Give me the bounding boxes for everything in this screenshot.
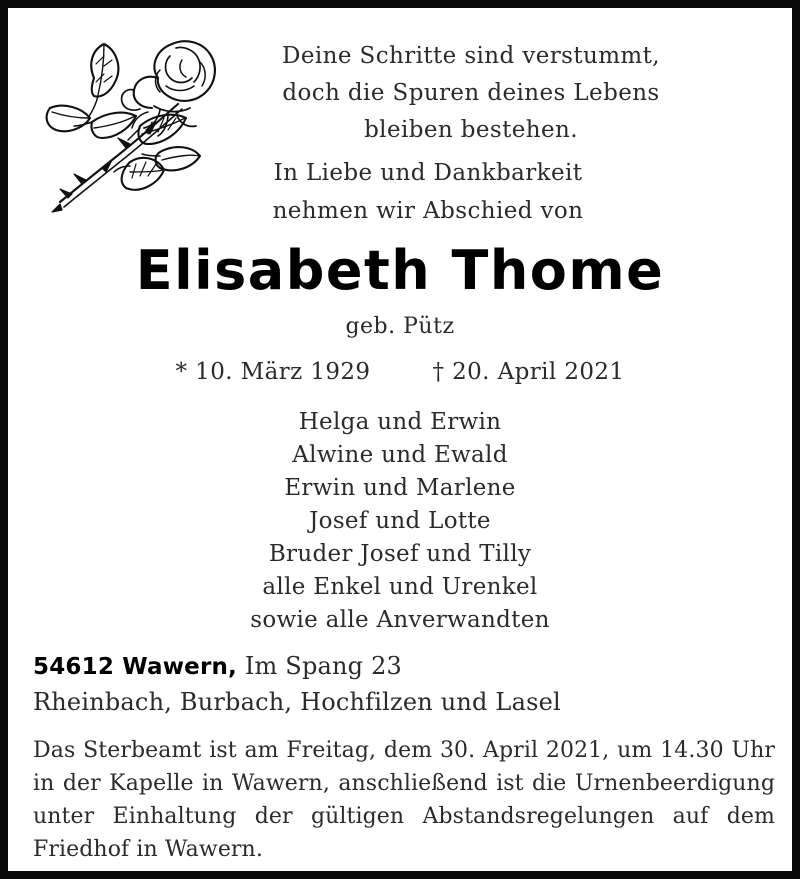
address-street: Im Spang 23 <box>244 652 403 680</box>
service-details: Das Sterbeamt ist am Freitag, dem 30. April 2021, um 14.30 Uhr in der Kapelle in Wawern, anschließend ist die Urnenbeerdigung unter Einhaltung der gültigen Abstandsregelungen auf dem Friedhof in Wawern. <box>33 738 775 862</box>
survivor-line: alle Enkel und Urenkel <box>262 574 538 600</box>
verse-line: doch die Spuren deines Lebens <box>282 80 660 106</box>
rose-illustration-icon <box>30 26 230 226</box>
deceased-maiden-name: geb. Pütz <box>345 314 455 339</box>
survivor-line: Helga und Erwin <box>298 409 502 435</box>
survivor-line: Josef und Lotte <box>309 508 491 534</box>
farewell-line: nehmen wir Abschied von <box>272 198 584 224</box>
address-block <box>33 649 733 720</box>
survivor-line: Bruder Josef und Tilly <box>268 541 532 567</box>
farewell-line: In Liebe und Dankbarkeit <box>273 160 583 186</box>
verse-block <box>236 38 706 149</box>
address-other-places: Rheinbach, Burbach, Hochfilzen und Lasel <box>33 688 561 716</box>
survivor-line: sowie alle Anverwandten <box>250 607 550 633</box>
survivor-line: Erwin und Marlene <box>284 475 516 501</box>
survivors-list <box>8 406 792 637</box>
life-dates <box>8 359 792 385</box>
farewell-block <box>218 154 638 230</box>
address-city: 54612 Wawern, <box>33 654 237 680</box>
verse-line: Deine Schritte sind verstummt, <box>282 43 660 69</box>
survivor-line: Alwine und Ewald <box>292 442 508 468</box>
death-date: † 20. April 2021 <box>432 359 625 385</box>
birth-date: * 10. März 1929 <box>175 359 371 385</box>
verse-line: bleiben bestehen. <box>364 117 578 143</box>
deceased-name: Elisabeth Thome <box>135 239 665 302</box>
obituary-inner-frame <box>8 8 792 871</box>
address-primary-line <box>33 649 733 685</box>
